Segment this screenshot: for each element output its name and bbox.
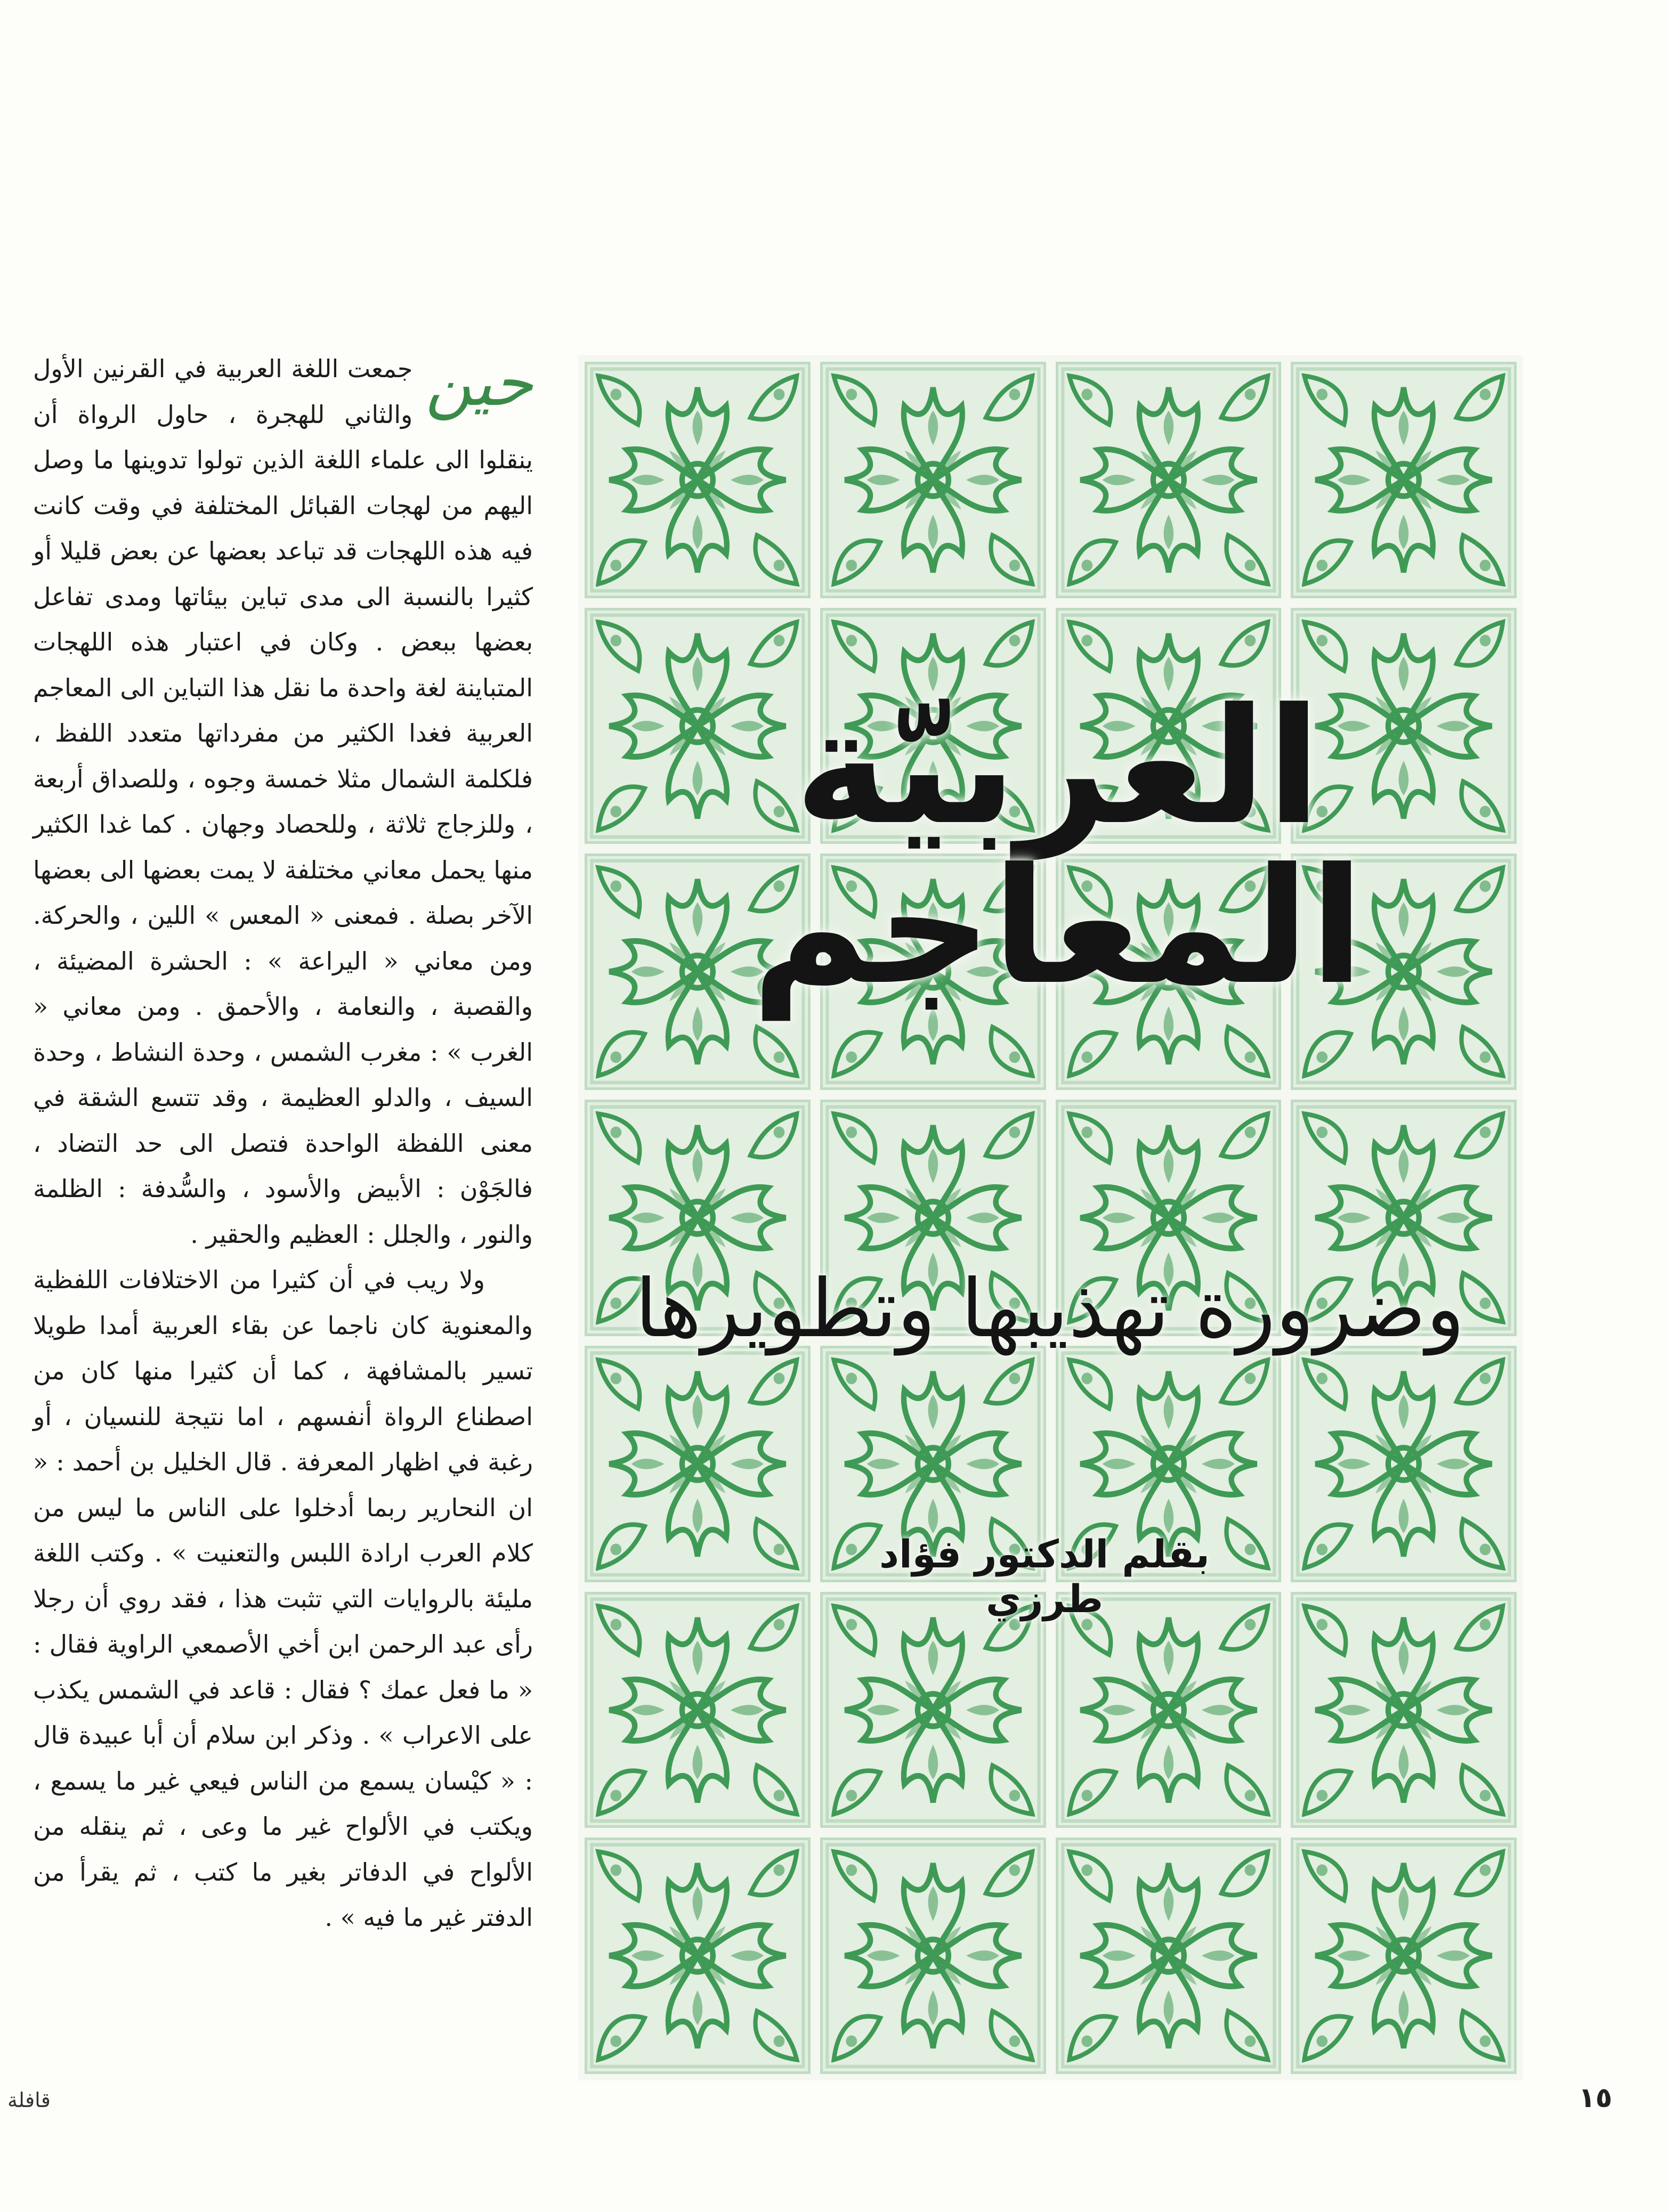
title-line-2: المعاجم	[751, 834, 1365, 1020]
page-number: ١٥	[1578, 2082, 1613, 2114]
ornament-tile	[1291, 1837, 1517, 2074]
paragraph-1: جمعت اللغة العربية في القرنين الأول والثاني للهجرة ، حاول الرواة أن ينقلوا الى علماء اللغة الذين تولوا تدوينها ما وصل اليهم من لهجات القبائل المختلفة في وقت كانت فيه هذه اللهجات قد تباعد بعضها عن بعض قليلا أو كثيرا بالنسبة الى مدى تباين بيئاتها ومدى تفاعل بعضها ببعض . وكان في اعتبار هذه اللهجات المتباينة لغة واحدة ما نقل هذا التباين الى المعاجم العربية فغدا الكثير من مفرداتها متعدد اللفظ ، فلكلمة الشمال مثلا خمسة وجوه ، وللصداق أربعة ، وللزجاج ثلاثة ، وللحصاد وجهان . كما غدا الكثير منها يحمل معاني مختلفة لا يمت بعضها الى بعضها الآخر بصلة . فمعنى « المعس » اللين ، والحركة. ومن معاني « اليراعة » : الحشرة المضيئة ، والقصبة ، والنعامة ، والأحمق . ومن معاني « الغرب » : مغرب الشمس ، وحدة النشاط ، وحدة السيف ، والدلو العظيمة ، وقد تتسع الشقة في معنى اللفظة الواحدة فتصل الى حد التضاد ، فالجَوْن : الأبيض والأسود ، والسُّدفة : الظلمة والنور ، والجلل : العظيم والحقير .	[33, 354, 533, 1249]
article-body	[33, 346, 533, 1941]
ornament-tile	[1291, 1346, 1517, 1582]
ornament-tile	[1291, 362, 1517, 598]
drop-cap-word: حين	[425, 346, 533, 420]
ornament-tile	[585, 362, 811, 598]
title-line-1: العربيّة	[794, 674, 1322, 860]
article-subtitle: وضرورة تهذيبها وتطويرها	[635, 1263, 1465, 1355]
magazine-name: قافلة	[7, 2088, 51, 2112]
ornament-tile	[1056, 362, 1282, 598]
ornament-tile	[1056, 1592, 1282, 1828]
ornament-tile	[585, 1837, 811, 2074]
ornament-tile	[820, 1837, 1046, 2074]
ornament-tile	[1056, 1837, 1282, 2074]
paragraph-2: ولا ريب في أن كثيرا من الاختلافات اللفظية والمعنوية كان ناجما عن بقاء العربية أمدا طويلا تسير بالمشافهة ، كما أن كثيرا منها كان من اصطناع الرواة أنفسهم ، اما نتيجة للنسيان ، أو رغبة في اظهار المعرفة . قال الخليل بن أحمد : « ان النحارير ربما أدخلوا على الناس ما ليس من كلام العرب ارادة اللبس والتعنيت » . وكتب اللغة مليئة بالروايات التي تثبت هذا ، فقد روي أن رجلا رأى عبد الرحمن ابن أخي الأصمعي الراوية فقال : « ما فعل عمك ؟ فقال : قاعد في الشمس يكذب على الاعراب » . وذكر ابن سلام أن أبا عبيدة قال : « كيْسان يسمع من الناس فيعي غير ما يسمع ، ويكتب في الألواح غير ما وعى ، ثم ينقله من الألواح في الدفاتر بغير ما كتب ، ثم يقرأ من الدفتر غير ما فيه » .	[33, 1265, 533, 1932]
ornament-tile	[585, 1592, 811, 1828]
ornament-tile	[585, 1346, 811, 1582]
ornament-tile	[820, 1592, 1046, 1828]
ornament-tile	[820, 362, 1046, 598]
article-title	[751, 602, 1365, 1092]
ornament-tile	[1291, 1592, 1517, 1828]
author-byline: بقلم الدكتور فؤاد طرزي	[879, 1532, 1210, 1621]
